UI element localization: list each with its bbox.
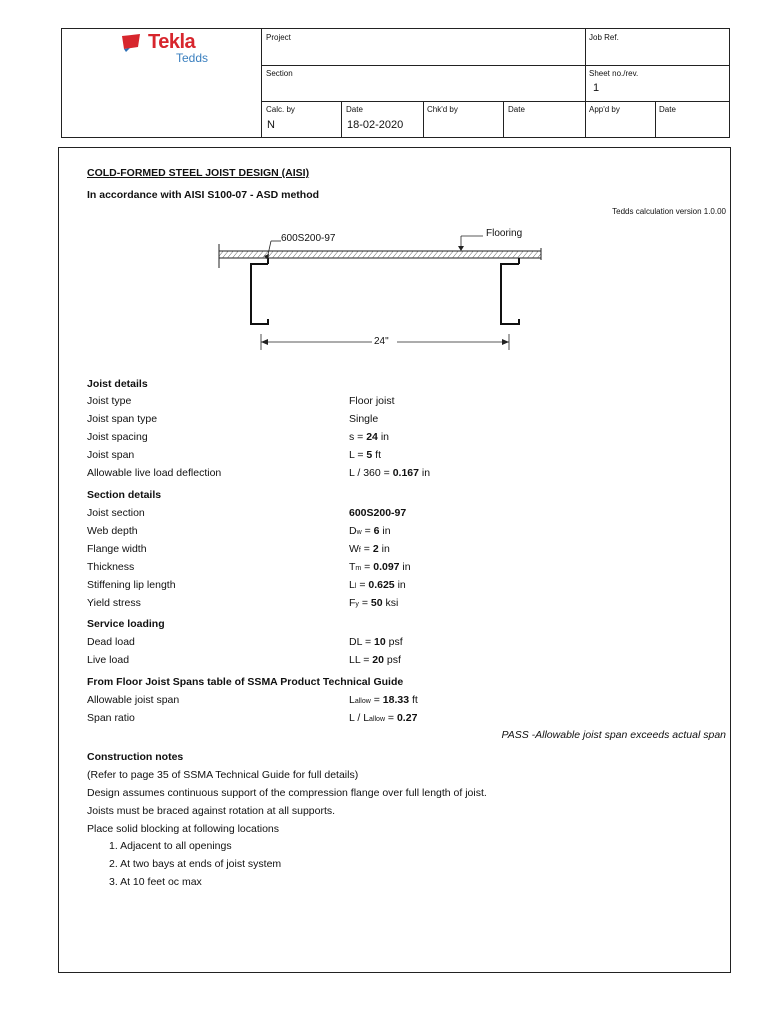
divider <box>341 101 342 137</box>
row-value: Fy = 50 ksi <box>349 597 399 609</box>
doc-title: COLD-FORMED STEEL JOIST DESIGN (AISI) <box>87 167 310 179</box>
calcby-value: N <box>267 119 275 131</box>
tekla-logo-icon <box>120 33 146 53</box>
divider <box>261 29 262 137</box>
row-label: Dead load <box>87 636 135 648</box>
row-value: Ll = 0.625 in <box>349 579 406 591</box>
row-label: Joist span type <box>87 413 158 425</box>
joist-right <box>501 264 519 324</box>
doc-subtitle: In accordance with AISI S100-07 - ASD method <box>87 189 320 201</box>
row-value: Dw = 6 in <box>349 525 391 537</box>
joist-left <box>251 264 268 324</box>
date-label-3: Date <box>659 105 676 114</box>
row-value: L / 360 = 0.167 in <box>349 467 431 479</box>
row-value: 600S200-97 <box>349 507 407 519</box>
divider <box>655 101 656 137</box>
list-item: 2. At two bays at ends of joist system <box>109 858 282 870</box>
divider <box>261 65 729 66</box>
row-value: L / Lallow = 0.27 <box>349 712 418 724</box>
row-label: Allowable joist span <box>87 694 180 706</box>
version-note: Tedds calculation version 1.0.00 <box>612 207 726 216</box>
list-item: 1. Adjacent to all openings <box>109 840 232 852</box>
joist-details-heading: Joist details <box>87 378 148 390</box>
row-label: Span ratio <box>87 712 135 724</box>
section-label: Section <box>266 69 293 78</box>
row-label: Allowable live load deflection <box>87 467 222 479</box>
row-value: Single <box>349 413 379 425</box>
note-line: (Refer to page 35 of SSMA Technical Guide for full details) <box>87 769 359 781</box>
service-loading-heading: Service loading <box>87 618 165 630</box>
row-value: Lallow = 18.33 ft <box>349 694 418 706</box>
row-label: Joist type <box>87 395 132 407</box>
note-line: Design assumes continuous support of the compression flange over full length of joist. <box>87 787 487 799</box>
notes-heading: Construction notes <box>87 751 184 763</box>
row-value: Tm = 0.097 in <box>349 561 411 573</box>
divider <box>503 101 504 137</box>
sheet-value: 1 <box>593 82 600 94</box>
logo-brand: Tekla <box>148 31 196 53</box>
flooring-callout: Flooring <box>486 228 523 239</box>
date-label-2: Date <box>508 105 525 114</box>
jobref-label: Job Ref. <box>589 33 619 42</box>
row-label: Live load <box>87 654 130 666</box>
chkd-label: Chk'd by <box>427 105 458 114</box>
row-value: LL = 20 psf <box>349 654 401 666</box>
date-label: Date <box>346 105 363 114</box>
row-label: Joist span <box>87 449 135 461</box>
header-block <box>61 28 730 138</box>
calculation-body <box>58 147 731 973</box>
row-value: s = 24 in <box>349 431 389 443</box>
row-label: Thickness <box>87 561 135 573</box>
note-line: Joists must be braced against rotation at all supports. <box>87 805 336 817</box>
section-details-heading: Section details <box>87 489 162 501</box>
row-label: Web depth <box>87 525 138 537</box>
logo-product: Tedds <box>176 51 209 65</box>
spacing-dimension: 24" <box>374 336 389 347</box>
row-value: Wf = 2 in <box>349 543 390 555</box>
row-label: Flange width <box>87 543 147 555</box>
row-label: Joist spacing <box>87 431 148 443</box>
sheet-label: Sheet no./rev. <box>589 69 639 78</box>
divider <box>585 29 586 137</box>
row-value: L = 5 ft <box>349 449 382 461</box>
row-value: Floor joist <box>349 395 395 407</box>
row-label: Stiffening lip length <box>87 579 176 591</box>
row-label: Yield stress <box>87 597 141 609</box>
project-label: Project <box>266 33 291 42</box>
row-label: Joist section <box>87 507 145 519</box>
date-value: 18-02-2020 <box>347 119 404 131</box>
row-value: DL = 10 psf <box>349 636 403 648</box>
divider <box>261 101 729 102</box>
appd-label: App'd by <box>589 105 620 114</box>
list-item: 3. At 10 feet oc max <box>109 876 202 888</box>
section-callout: 600S200-97 <box>281 233 336 244</box>
note-line: Place solid blocking at following locations <box>87 823 280 835</box>
pass-result: PASS -Allowable joist span exceeds actual span <box>501 729 726 741</box>
calcby-label: Calc. by <box>266 105 295 114</box>
divider <box>423 101 424 137</box>
span-table-heading: From Floor Joist Spans table of SSMA Product Technical Guide <box>87 676 404 688</box>
